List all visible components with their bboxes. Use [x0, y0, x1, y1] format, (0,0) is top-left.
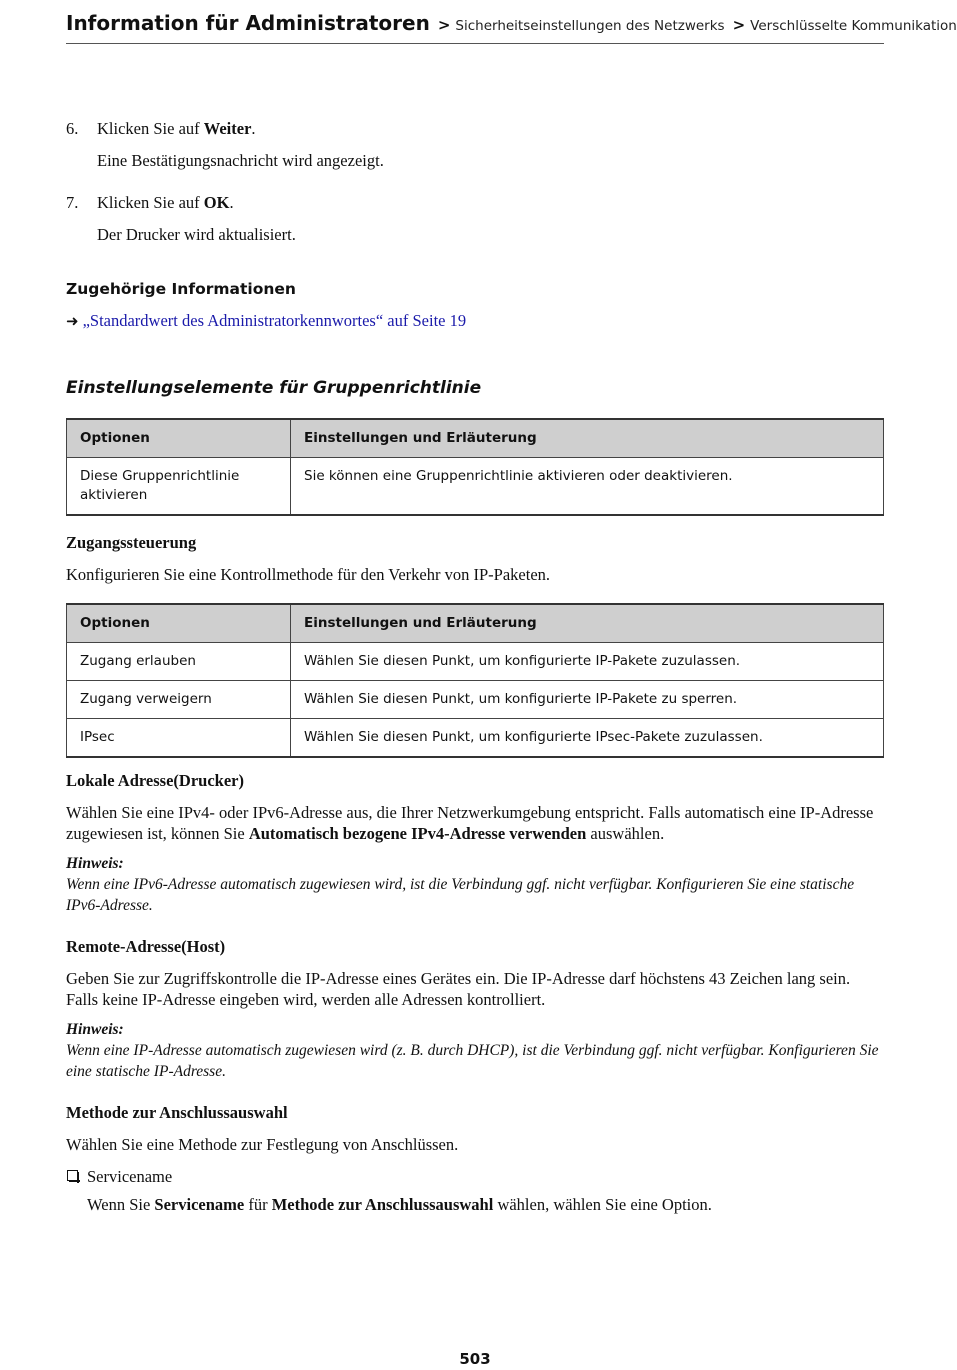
table-row — [67, 458, 884, 516]
bullet-label: Servicename — [87, 1167, 173, 1186]
table-header-cell: Optionen — [67, 604, 291, 643]
note-text: Wenn eine IPv6-Adresse automatisch zugewiesen wird, ist die Verbindung ggf. nicht verfügbar. Konfigurieren Sie eine statische IPv6-Adresse. — [66, 876, 855, 914]
table-header-cell: Optionen — [67, 419, 291, 458]
table-cell: Diese Gruppenrichtlinie aktivieren — [67, 458, 291, 516]
bullet-text: Wenn Sie Servicename für Methode zur Anschlussauswahl wählen, wählen Sie eine Option. — [87, 1195, 712, 1214]
local-address-title: Lokale Adresse(Drucker) — [66, 771, 244, 790]
table-header-row — [67, 419, 884, 458]
local-address-text: Wählen Sie eine IPv4- oder IPv6-Adresse aus, die Ihrer Netzwerkumgebung entspricht. Falls automatisch eine IP-Adresse zugewiesen ist, können Sie Automatisch bezogene IPv4-Adresse verwenden auswählen. — [66, 803, 874, 843]
group-policy-table — [66, 418, 884, 516]
checkbox-bullet-icon — [67, 1170, 78, 1181]
table-cell: Sie können eine Gruppenrichtlinie aktivieren oder deaktivieren. — [291, 458, 884, 516]
remote-address-text: Geben Sie zur Zugriffskontrolle die IP-Adresse eines Gerätes ein. Die IP-Adresse darf höchstens 43 Zeichen lang sein. Falls keine IP-Adresse eingeben wird, werden alle Adressen kontrolliert. — [66, 969, 851, 1009]
step-result: Eine Bestätigungsnachricht wird angezeigt. — [97, 151, 384, 170]
table-row — [67, 643, 884, 681]
breadcrumb-level2: Sicherheitseinstellungen des Netzwerks — [455, 18, 725, 34]
table-row — [67, 719, 884, 758]
step-result: Der Drucker wird aktualisiert. — [97, 225, 296, 244]
related-link[interactable] — [66, 311, 466, 331]
note-text: Wenn eine IP-Adresse automatisch zugewiesen wird (z. B. durch DHCP), ist die Verbindung ggf. nicht verfügbar. Konfigurieren Sie eine statische IP-Adresse. — [66, 1042, 879, 1080]
table-cell: Zugang verweigern — [67, 681, 291, 719]
table-header-row — [67, 604, 884, 643]
breadcrumb-main: Information für Administratoren — [66, 11, 430, 35]
table-cell: Wählen Sie diesen Punkt, um konfigurierte IP-Pakete zuzulassen. — [291, 643, 884, 681]
table-cell: Zugang erlauben — [67, 643, 291, 681]
table-header-cell: Einstellungen und Erläuterung — [291, 419, 884, 458]
breadcrumb — [66, 11, 957, 44]
access-control-title: Zugangssteuerung — [66, 533, 197, 552]
note-title: Hinweis: — [66, 855, 124, 872]
section-title: Einstellungselemente für Gruppenrichtlinie — [66, 378, 482, 398]
access-control-table — [66, 603, 884, 758]
step-number: 6. — [66, 119, 79, 138]
table-row — [67, 681, 884, 719]
page-number: 503 — [459, 1350, 491, 1368]
step-instruction: Klicken Sie auf OK. — [97, 193, 234, 212]
port-method-title: Methode zur Anschlussauswahl — [66, 1103, 288, 1122]
table-cell: IPsec — [67, 719, 291, 758]
arrow-right-icon: ➜ — [66, 312, 79, 330]
table-cell: Wählen Sie diesen Punkt, um konfigurierte IP-Pakete zu sperren. — [291, 681, 884, 719]
access-control-text: Konfigurieren Sie eine Kontrollmethode für den Verkehr von IP-Paketen. — [66, 565, 551, 584]
breadcrumb-separator: > — [732, 16, 746, 34]
table-header-cell: Einstellungen und Erläuterung — [291, 604, 884, 643]
note-title: Hinweis: — [66, 1021, 124, 1038]
step-number: 7. — [66, 193, 79, 212]
related-info-title: Zugehörige Informationen — [66, 280, 296, 298]
step-instruction: Klicken Sie auf Weiter. — [97, 119, 256, 138]
table-cell: Wählen Sie diesen Punkt, um konfigurierte IPsec-Pakete zuzulassen. — [291, 719, 884, 758]
remote-address-title: Remote-Adresse(Host) — [66, 937, 226, 956]
breadcrumb-level3: Verschlüsselte Kommunikation — [750, 18, 957, 34]
port-method-text: Wählen Sie eine Methode zur Festlegung von Anschlüssen. — [66, 1135, 459, 1154]
breadcrumb-separator: > — [437, 16, 451, 34]
related-link-text[interactable]: „Standardwert des Administratorkennwortes“ auf Seite 19 — [82, 311, 467, 330]
